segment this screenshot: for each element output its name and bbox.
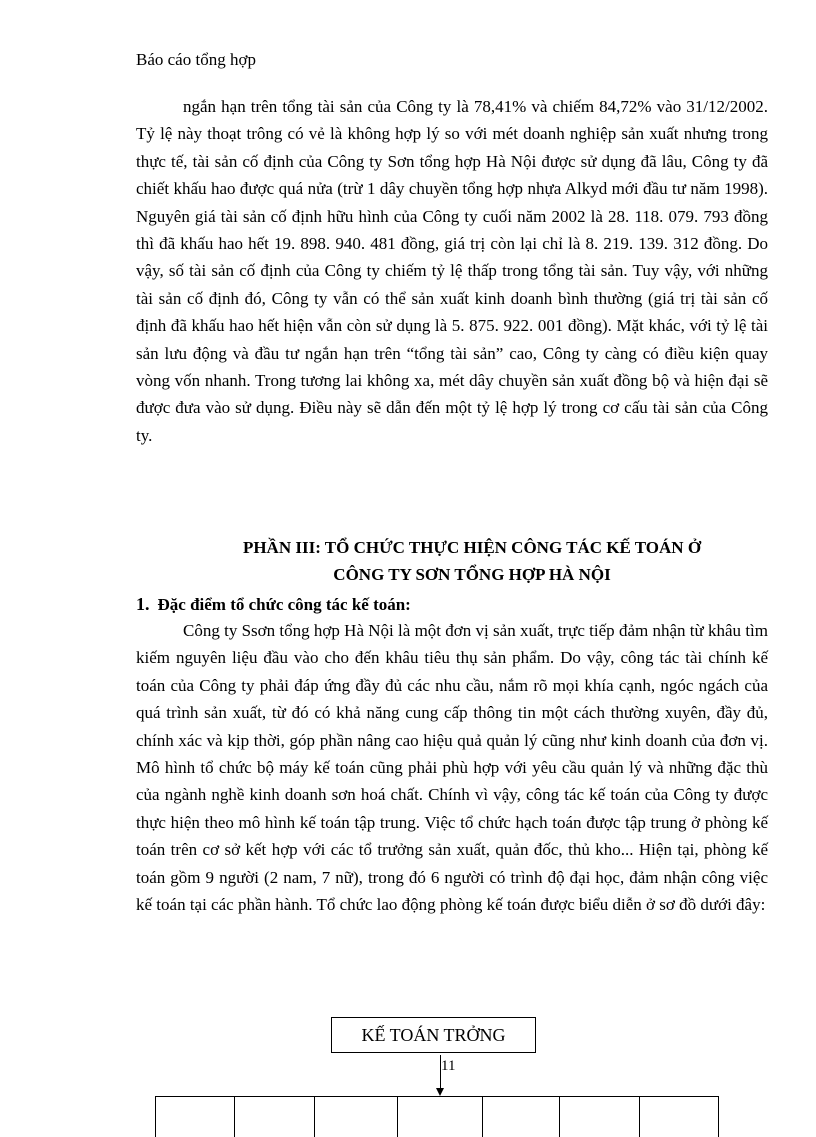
- org-chart-box: [235, 1097, 316, 1137]
- section-title: [136, 592, 411, 617]
- org-chart-box: [156, 1097, 235, 1137]
- arrow-label: 11: [441, 1058, 456, 1074]
- org-chart-box: [640, 1097, 719, 1137]
- section-number: 1.: [136, 594, 150, 614]
- org-chart-box: [315, 1097, 398, 1137]
- paragraph-accounting: Công ty Ssơn tổng hợp Hà Nội là một đơn vị sản xuất, trực tiếp đảm nhận từ khâu tìm kiếm nguyên liệu đầu vào cho đến khâu tiêu thụ sản phẩm. Do vậy, công tác tài chính kế toán của Công ty phải đáp ứng đầy đủ các nhu cầu, nắm rõ mọi khía cạnh, ngóc ngách của quá trình sản xuất, từ đó có khả năng cung cấp thông tin một cách thường xuyên, đầy đủ, chính xác và kịp thời, góp phần nâng cao hiệu quả quản lý cũng như kinh doanh của đơn vị. Mô hình tổ chức bộ máy kế toán cũng phải phù hợp với yêu cầu quản lý và những đặc thù của ngành nghề kinh doanh sơn hoá chất. Chính vì vậy, công tác kế toán của Công ty được thực hiện theo mô hình kế toán tập trung. Việc tổ chức hạch toán được tập trung ở phòng kế toán trên cơ sở kết hợp với các tổ trưởng sản xuất, quản đốc, thủ kho... Hiện tại, phòng kế toán gồm 9 người (2 nam, 7 nữ), trong đó 6 người có trình độ đại học, đảm nhận công việc kế toán tại các phần hành. Tổ chức lao động phòng kế toán được biểu diễn ở sơ đồ dưới đây:: [136, 621, 768, 915]
- org-chart-bottom-row: [155, 1096, 719, 1137]
- page-header: Báo cáo tổng hợp: [136, 50, 256, 69]
- part-heading-line2: CÔNG TY SƠN TỔNG HỢP HÀ NỘI: [333, 565, 611, 584]
- arrow-down-icon: [436, 1088, 444, 1096]
- section-title-text: Đặc điểm tổ chức công tác kế toán:: [157, 595, 411, 614]
- part-heading-line1: PHẦN III: TỔ CHỨC THỰC HIỆN CÔNG TÁC KẾ TOÁN Ở: [242, 538, 702, 557]
- org-chart-box: [398, 1097, 483, 1137]
- org-chart-box: [483, 1097, 560, 1137]
- part-heading: [136, 534, 768, 588]
- chief-accountant-box: KẾ TOÁN TRỞNG: [331, 1017, 536, 1053]
- org-chart-box: [560, 1097, 641, 1137]
- paragraph-assets: ngắn hạn trên tổng tài sản của Công ty là 78,41% và chiếm 84,72% vào 31/12/2002. Tỷ lệ này thoạt trông có vẻ là không hợp lý so với mét doanh nghiệp sản xuất nhưng trong thực tế, tài sản cố định của Công ty Sơn tổng hợp Hà Nội được sử dụng đã lâu, Công ty đã chiết khấu hao được quá nửa (trừ 1 dây chuyền tổng hợp nhựa Alkyd mới đầu tư năm 1998). Nguyên giá tài sản cố định hữu hình của Công ty cuối năm 2002 là 28. 118. 079. 793 đồng thì đã khấu hao hết 19. 898. 940. 481 đồng, giá trị còn lại chỉ là 8. 219. 139. 312 đồng. Do vậy, số tài sản cố định của Công ty chiếm tỷ lệ thấp trong tổng tài sản. Tuy vậy, với những tài sản cố định đó, Công ty vẫn có thể sản xuất kinh doanh bình thường (giá trị tài sản cố định đã khấu hao hết hiện vẫn còn sử dụng là 5. 875. 922. 001 đồng). Mặt khác, với tỷ lệ tài sản lưu động và đầu tư ngắn hạn trên “tổng tài sản” cao, Công ty càng có điều kiện quay vòng vốn nhanh. Trong tương lai không xa, mét dây chuyền sản xuất đồng bộ và hiện đại sẽ được đưa vào sử dụng. Điều này sẽ dẫn đến một tỷ lệ hợp lý trong cơ cấu tài sản của Công ty.: [136, 97, 768, 445]
